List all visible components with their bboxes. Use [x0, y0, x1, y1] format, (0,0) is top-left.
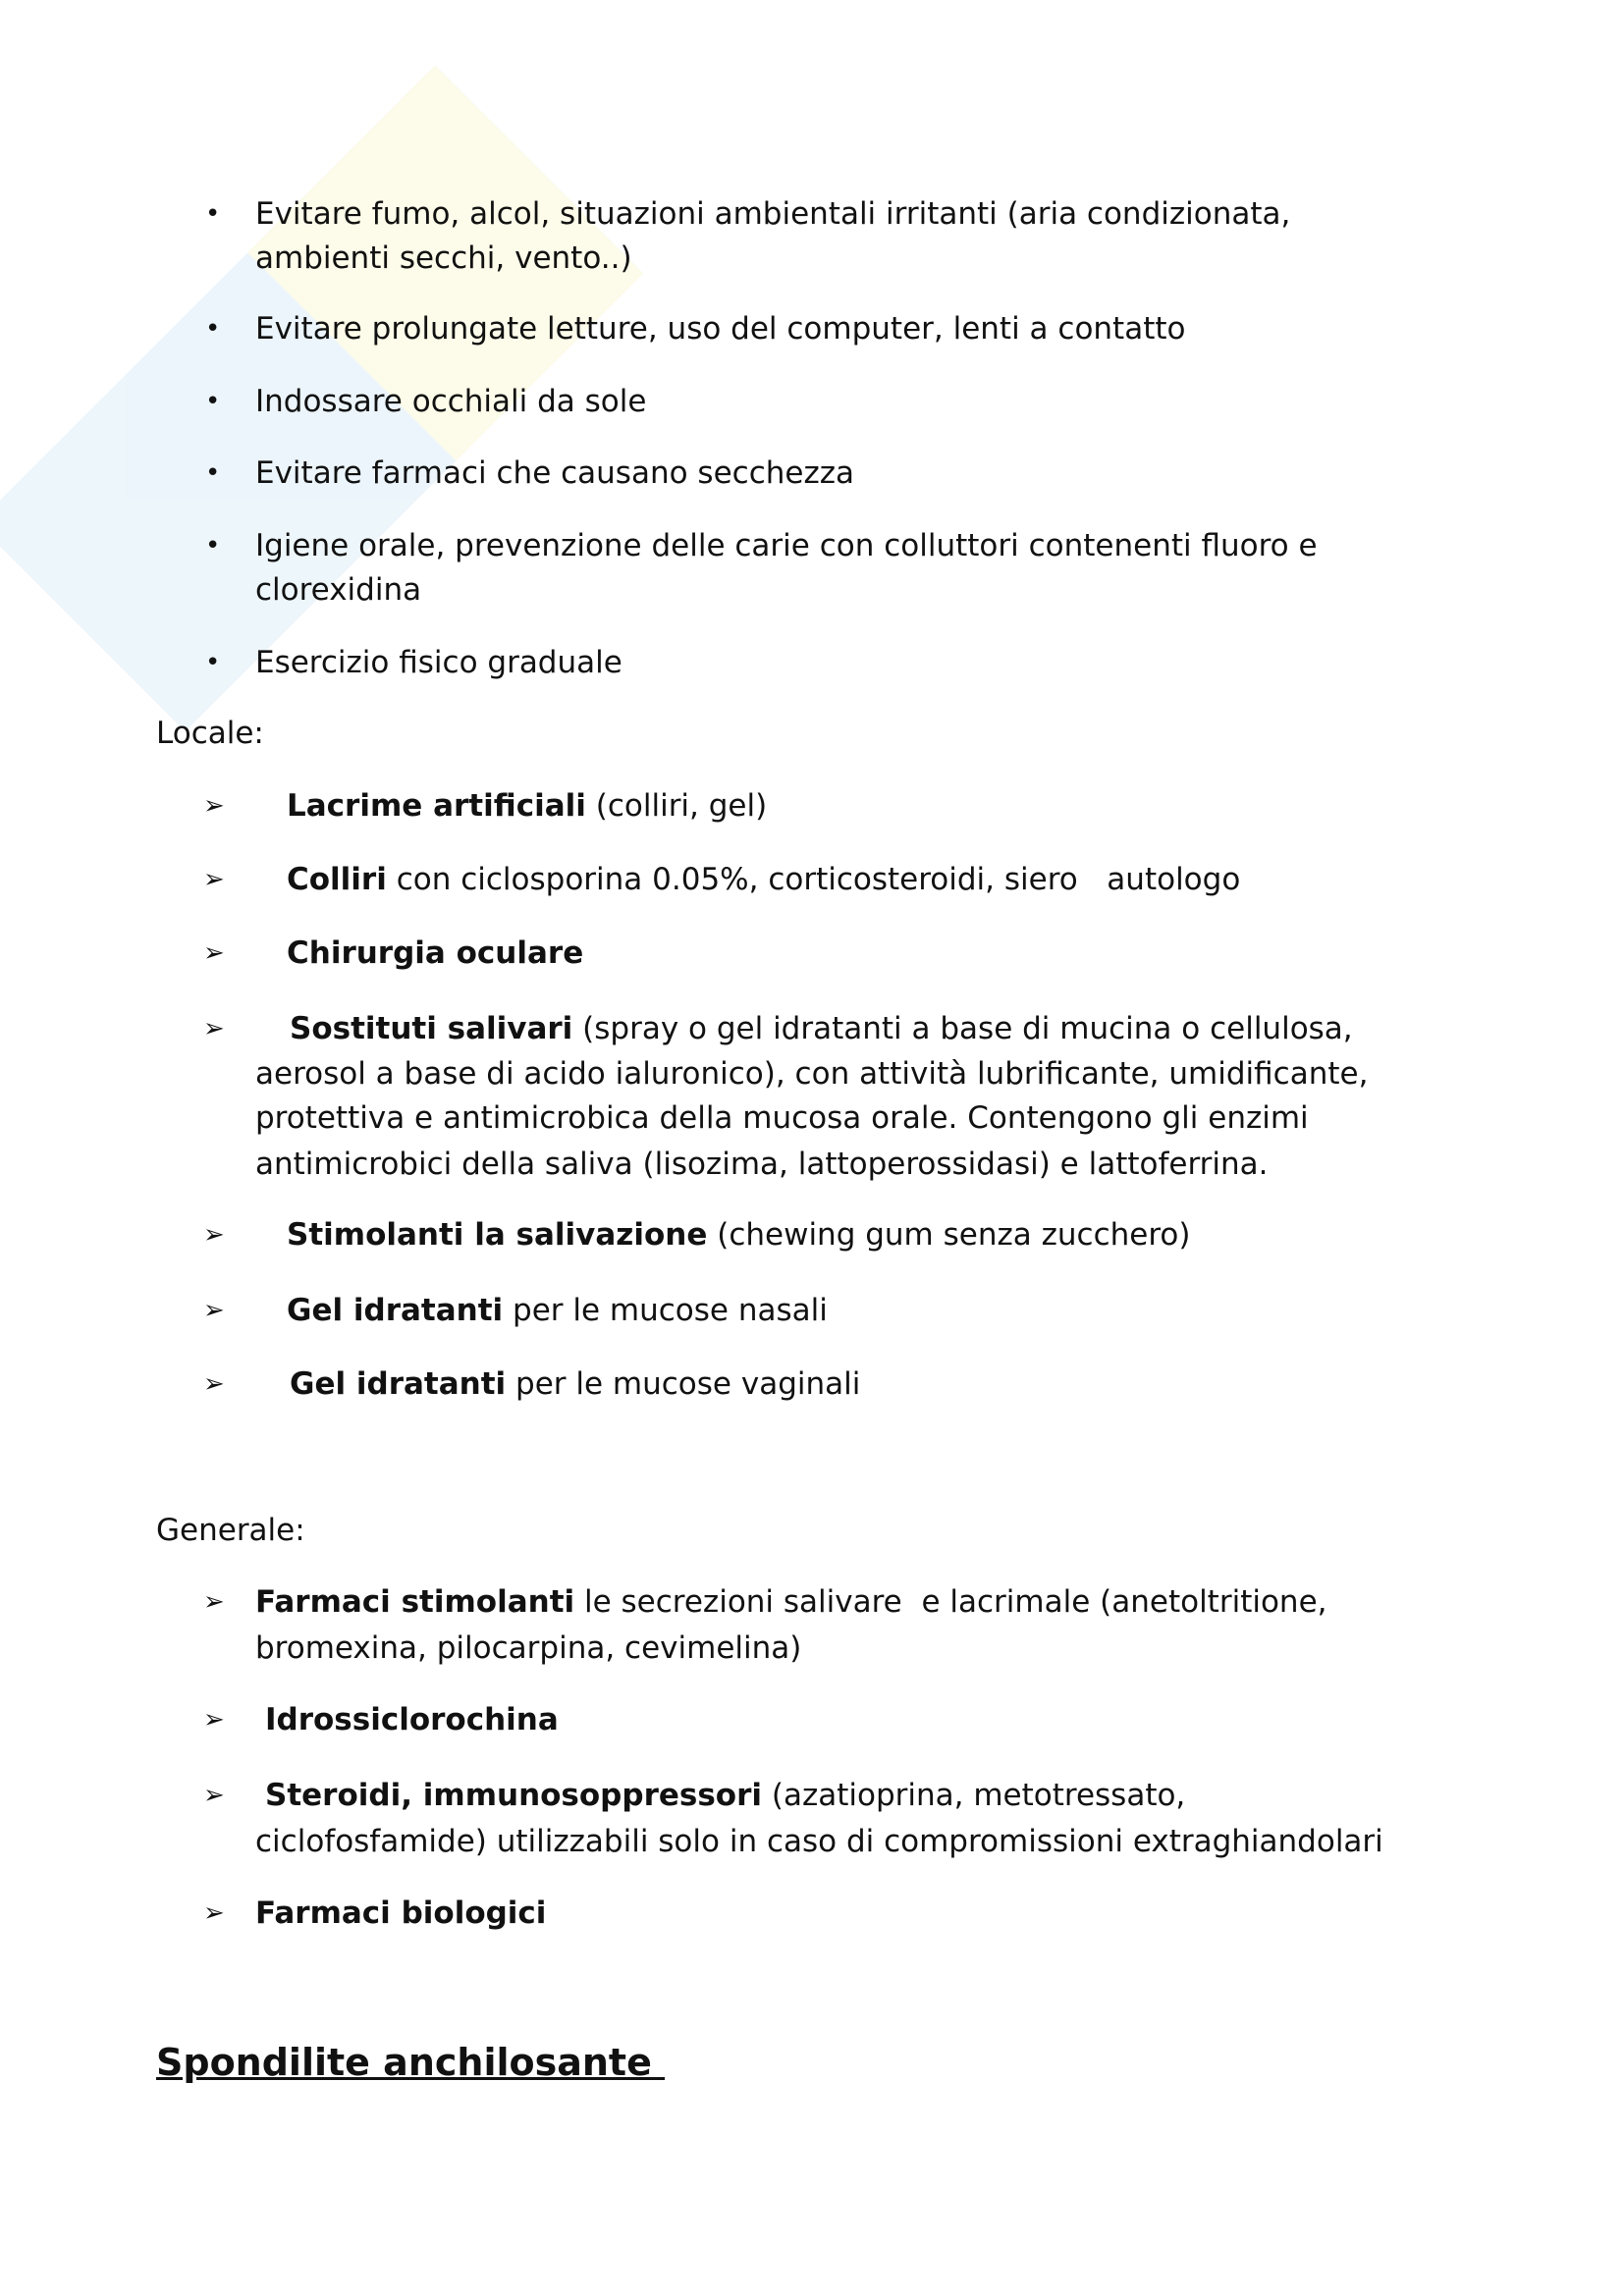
- arrow-bullet-icon: ➢: [203, 1587, 225, 1617]
- list-item: [287, 784, 767, 828]
- arrow-bullet-icon: ➢: [203, 1296, 225, 1325]
- bullet-icon: •: [205, 387, 221, 416]
- item-text: Generale:: [156, 1513, 305, 1548]
- item-text: ciclofosfamide) utilizzabili solo in caso di compromissioni extraghiandolari: [255, 1824, 1383, 1859]
- bullet-text: [255, 524, 1318, 567]
- bullet-text: [255, 380, 646, 423]
- list-item-continuation: [255, 1627, 801, 1670]
- item-text: (chewing gum senza zucchero): [707, 1217, 1191, 1253]
- item-text: (azatioprina, metotressato,: [762, 1778, 1186, 1813]
- item-text: Evitare farmaci che causano secchezza: [255, 455, 854, 491]
- bold-term: Idrossiclorochina: [265, 1702, 559, 1737]
- item-text: ambienti secchi, vento..): [255, 240, 632, 276]
- bullet-text: [255, 641, 622, 684]
- bullet-icon: •: [205, 199, 221, 229]
- item-text: con ciclosporina 0.05%, corticosteroidi, siero autologo: [386, 862, 1241, 897]
- bold-term: Gel idratanti: [287, 1293, 504, 1328]
- bold-term: Farmaci biologici: [255, 1896, 547, 1931]
- bold-term: Farmaci stimolanti: [255, 1584, 575, 1620]
- bold-term: Colliri: [287, 862, 387, 897]
- bullet-icon: •: [205, 458, 221, 488]
- arrow-bullet-icon: ➢: [203, 1781, 225, 1810]
- list-item: [287, 932, 583, 975]
- item-text: Evitare fumo, alcol, situazioni ambientali irritanti (aria condizionata,: [255, 196, 1291, 232]
- arrow-bullet-icon: ➢: [203, 1369, 225, 1399]
- bullet-text: [255, 568, 421, 612]
- item-text: (colliri, gel): [585, 788, 768, 824]
- bullet-text: [255, 452, 854, 495]
- item-text: le secrezioni salivare e lacrimale (anetoltritione,: [574, 1584, 1327, 1620]
- list-item: [265, 1774, 1185, 1817]
- item-text: Esercizio fisico graduale: [255, 645, 622, 680]
- section-heading: Spondilite anchilosante: [156, 2041, 666, 2084]
- section-label: [156, 1509, 305, 1552]
- item-text: Indossare occhiali da sole: [255, 384, 647, 419]
- item-text: (spray o gel idratanti a base di mucina o cellulosa,: [572, 1011, 1353, 1046]
- list-item: [287, 1289, 828, 1332]
- list-item: [265, 1698, 559, 1741]
- list-item: [290, 1007, 1353, 1050]
- list-item-continuation: [255, 1143, 1269, 1186]
- bold-term: Steroidi, immunosoppressori: [265, 1778, 762, 1813]
- item-text: clorexidina: [255, 572, 422, 608]
- list-item: [290, 1362, 860, 1406]
- list-item-continuation: [255, 1096, 1309, 1140]
- item-text: aerosol a base di acido ialuronico), con attività lubrificante, umidificante,: [255, 1056, 1369, 1092]
- item-text: bromexina, pilocarpina, cevimelina): [255, 1630, 802, 1666]
- bold-term: Stimolanti la salivazione: [287, 1217, 708, 1253]
- arrow-bullet-icon: ➢: [203, 1705, 225, 1735]
- bold-term: Chirurgia oculare: [287, 935, 584, 971]
- item-text: protettiva e antimicrobica della mucosa orale. Contengono gli enzimi: [255, 1100, 1309, 1136]
- bold-term: Sostituti salivari: [290, 1011, 573, 1046]
- item-text: per le mucose nasali: [503, 1293, 828, 1328]
- arrow-bullet-icon: ➢: [203, 1898, 225, 1928]
- list-item: [255, 1892, 546, 1935]
- item-text: Locale:: [156, 716, 264, 751]
- bullet-icon: •: [205, 531, 221, 561]
- list-item-continuation: [255, 1052, 1368, 1095]
- bullet-text: [255, 237, 632, 280]
- item-text: Igiene orale, prevenzione delle carie con colluttori contenenti fluoro e: [255, 528, 1318, 563]
- list-item: [287, 1213, 1190, 1256]
- bullet-text: [255, 307, 1185, 350]
- arrow-bullet-icon: ➢: [203, 938, 225, 968]
- bullet-icon: •: [205, 648, 221, 677]
- list-item: [255, 1580, 1327, 1624]
- bold-term: Lacrime artificiali: [287, 788, 586, 824]
- item-text: antimicrobici della saliva (lisozima, lattoperossidasi) e lattoferrina.: [255, 1147, 1269, 1182]
- item-text: per le mucose vaginali: [506, 1366, 861, 1402]
- section-label: [156, 712, 264, 755]
- arrow-bullet-icon: ➢: [203, 791, 225, 821]
- bullet-text: [255, 192, 1290, 236]
- arrow-bullet-icon: ➢: [203, 1220, 225, 1250]
- list-item: [287, 858, 1240, 901]
- arrow-bullet-icon: ➢: [203, 1014, 225, 1043]
- arrow-bullet-icon: ➢: [203, 865, 225, 894]
- item-text: Evitare prolungate letture, uso del computer, lenti a contatto: [255, 311, 1186, 347]
- list-item-continuation: [255, 1820, 1383, 1863]
- bullet-icon: •: [205, 314, 221, 344]
- bold-term: Gel idratanti: [290, 1366, 507, 1402]
